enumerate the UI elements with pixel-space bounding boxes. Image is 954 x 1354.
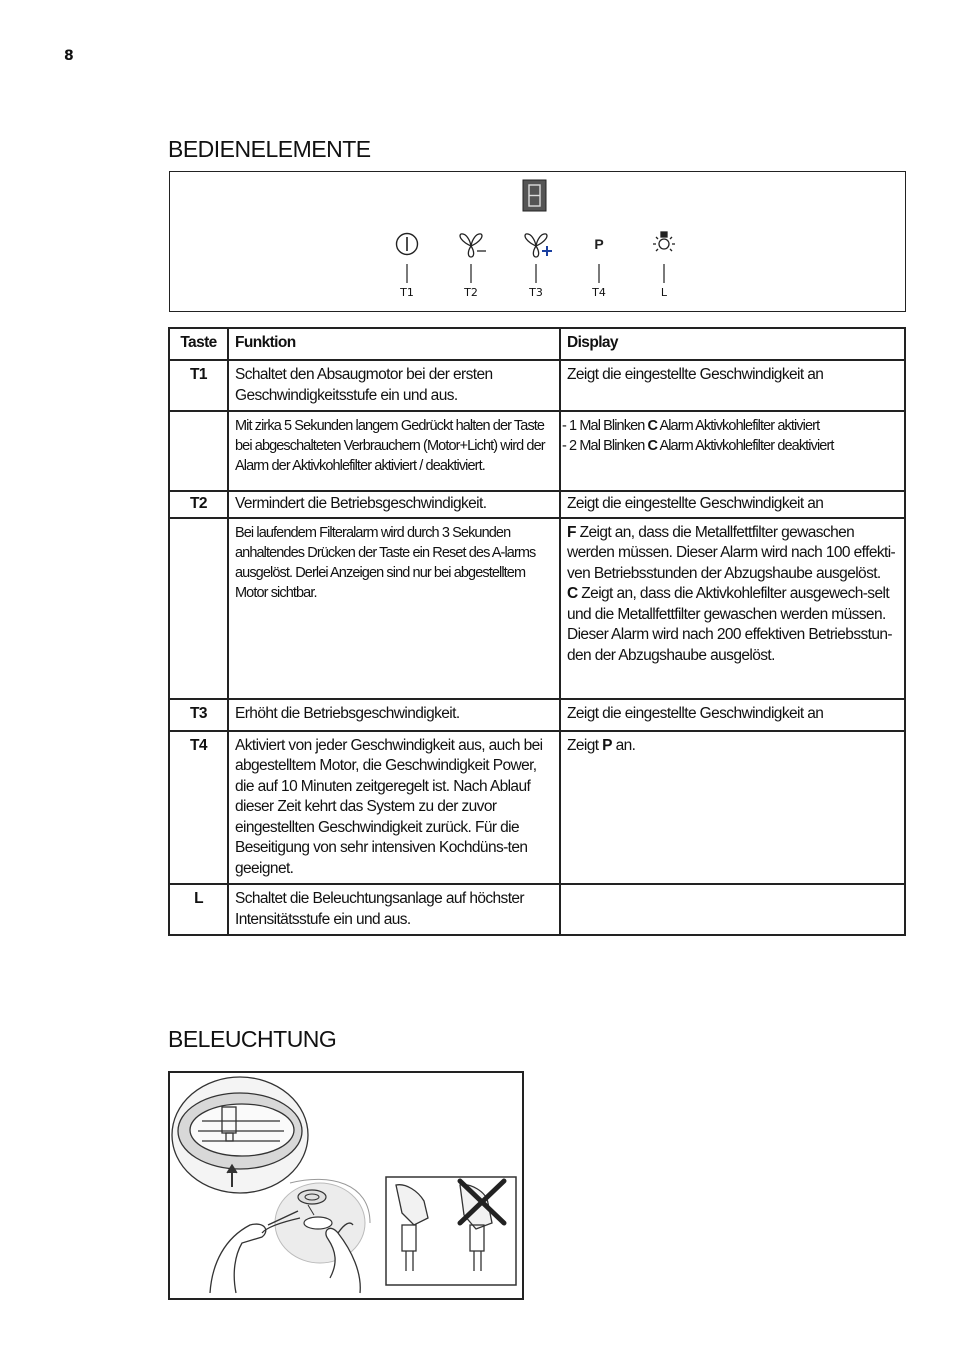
power-boost-icon: P — [594, 236, 604, 252]
row-display: Zeigt die eingestellte Geschwindigkeit an — [560, 699, 905, 731]
button-label-t1: T1 — [400, 286, 414, 299]
row-function: Schaltet den Absaugmotor bei der ersten Geschwindigkeitsstufe ein und aus. — [228, 360, 560, 411]
fan-plus-icon — [525, 234, 547, 257]
table-row — [169, 699, 905, 731]
row-function: Erhöht die Betriebsgeschwindigkeit. — [228, 699, 560, 731]
display-line: - 2 Mal Blinken C Alarm Aktivkohlefilter deaktiviert — [562, 438, 834, 454]
row-function: Mit zirka 5 Sekunden langem Gedrückt halten der Taste bei abgeschalteten Verbrauchern (Motor+Licht) wird der Alarm der Aktivkohlefilter aktiviert / deaktiviert. — [228, 411, 560, 491]
table-header-row — [169, 328, 905, 360]
row-display — [560, 884, 905, 935]
section-title-controls: BEDIENELEMENTE — [168, 136, 371, 162]
header-function: Funktion — [228, 328, 560, 360]
lighting-illustration — [168, 1071, 524, 1300]
row-key: T1 — [169, 360, 228, 411]
table-row — [169, 884, 905, 935]
light-icon — [653, 232, 675, 251]
row-function: Vermindert die Betriebsgeschwindigkeit. — [228, 491, 560, 518]
display-c-note: C Zeigt an, dass die Aktivkohlefilter ausgewech-selt und die Metallfettfilter gewaschen werden müssen. Dieser Alarm wird nach 200 effektiven Betriebsstun-den der Abzugshaube ausgelöst. — [567, 585, 892, 664]
row-key — [169, 518, 228, 699]
table-row — [169, 360, 905, 411]
row-display: Zeigt die eingestellte Geschwindigkeit an — [560, 491, 905, 518]
header-display: Display — [560, 328, 905, 360]
lamp-replacement-drawing — [170, 1073, 522, 1298]
function-table — [168, 327, 906, 936]
table-row — [169, 518, 905, 699]
fan-minus-icon — [460, 234, 486, 257]
header-key: Taste — [169, 328, 228, 360]
page-number: 8 — [64, 48, 74, 64]
row-key — [169, 411, 228, 491]
power-icon — [397, 234, 418, 255]
row-key: T4 — [169, 731, 228, 885]
row-function: Schaltet die Beleuchtungsanlage auf höchster Intensitätsstufe ein und aus. — [228, 884, 560, 935]
display-line: - 1 Mal Blinken C Alarm Aktivkohlefilter aktiviert — [562, 418, 820, 434]
table-row — [169, 491, 905, 518]
button-label-t4: T4 — [592, 286, 606, 299]
row-function: Aktiviert von jeder Geschwindigkeit aus, auch bei abgestelltem Motor, die Geschwindigkeit Power, die auf 10 Minuten zeitgeregelt ist. Nach Ablauf dieser Zeit kehrt das System zu der zuvor eingestellten Geschwindigkeit zurück. Für die Beseitigung von sehr intensiven Kochdüns-ten geeignet. — [228, 731, 560, 885]
control-panel-diagram — [169, 171, 906, 312]
digit-display — [523, 180, 546, 211]
row-key: L — [169, 884, 228, 935]
table-row — [169, 411, 905, 491]
section-title-lighting: BELEUCHTUNG — [168, 1026, 337, 1052]
row-display: Zeigt P an. — [560, 731, 905, 885]
button-label-t2: T2 — [464, 286, 478, 299]
button-label-l: L — [660, 286, 668, 299]
row-display: Zeigt die eingestellte Geschwindigkeit an — [560, 360, 905, 411]
row-display — [560, 518, 905, 699]
button-label-t3: T3 — [529, 286, 543, 299]
row-function: Bei laufendem Filteralarm wird durch 3 Sekunden anhaltendes Drücken der Taste ein Reset des A-larms ausgelöst. Derlei Anzeigen sind nur bei abgestelltem Motor sichtbar. — [228, 518, 560, 699]
row-display — [560, 411, 905, 491]
row-key: T2 — [169, 491, 228, 518]
row-key: T3 — [169, 699, 228, 731]
table-row — [169, 731, 905, 885]
display-f-note: F Zeigt an, dass die Metallfettfilter gewaschen werden müssen. Dieser Alarm wird nach 100 effekti-ven Betriebsstunden der Abzugshaube ausgelöst. — [567, 523, 896, 582]
